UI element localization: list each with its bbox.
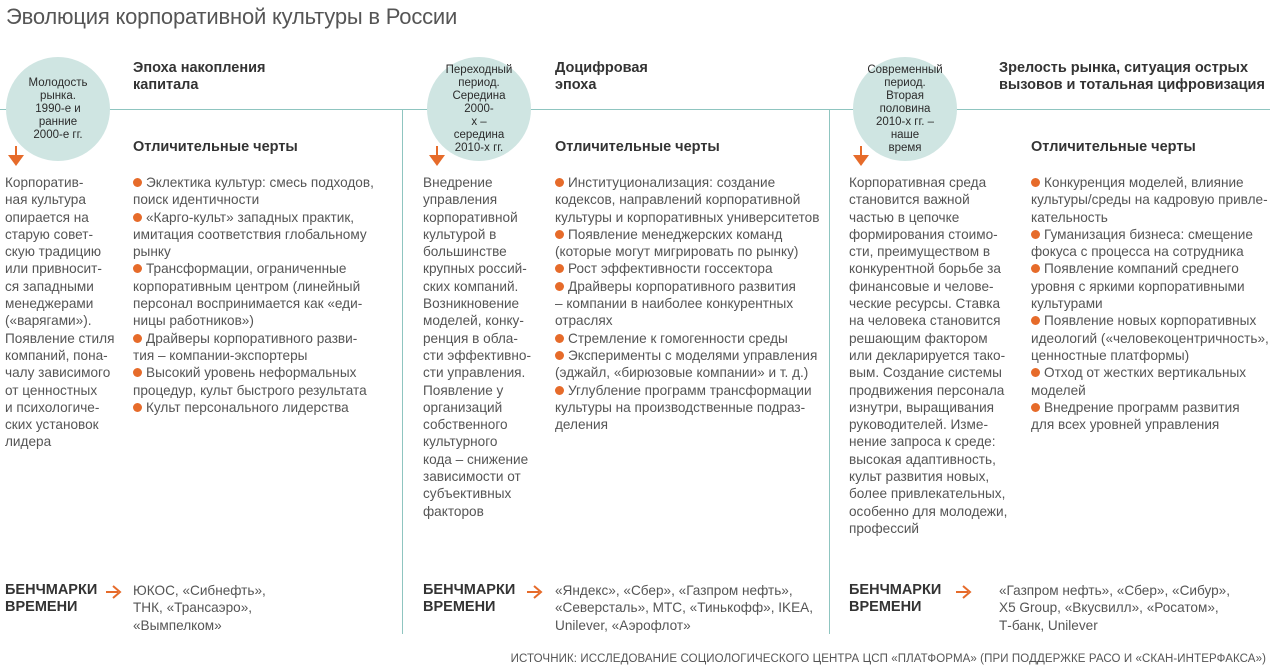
timeline-line (0, 109, 1270, 110)
benchmarks-label: БЕНЧМАРКИ ВРЕМЕНИ (5, 582, 98, 615)
bullet-icon (555, 230, 564, 239)
list-item: Драйверы корпоративного развития – компании в наиболее конкурентных отраслях (555, 278, 796, 329)
features-heading: Отличительные черты (555, 139, 720, 155)
list-item: Высокий уровень неформальных процедур, культ быстрого результата (133, 365, 367, 398)
period-description: Внедрение управления корпоративной культурой в большинстве крупных россий- ских компаний. Возникновение моделей, конку- ренция в обла- сти эффективно- сти управления. Появление у организаций собственного культурного кода – снижение зависимости от субъективных факторов (423, 175, 531, 519)
arrow-down-icon (851, 146, 871, 168)
era-heading: Эпоха накопления капитала (133, 60, 266, 93)
features-heading: Отличительные черты (133, 139, 298, 155)
bullet-icon (133, 334, 142, 343)
circle-line: Переходный (445, 63, 513, 76)
bullet-icon (1031, 264, 1040, 273)
list-item: Внедрение программ развития для всех уровней управления (1031, 399, 1240, 433)
list-item: Отход от жестких вертикальных моделей (1031, 365, 1247, 398)
benchmarks-label: БЕНЧМАРКИ ВРЕМЕНИ (423, 582, 516, 615)
arrow-right-icon (106, 585, 126, 599)
circle-line: время (888, 141, 922, 154)
era-heading: Доцифровая эпоха (555, 60, 648, 93)
list-item: Появление новых корпоративных идеологий («человекоцентричность», ценностные платформы) (1031, 313, 1269, 363)
list-item: Рост эффективности госсектора (555, 260, 819, 277)
bullet-icon (133, 368, 142, 377)
arrow-right-icon (956, 585, 976, 599)
benchmarks-list: «Яндекс», «Сбер», «Газпром нефть», «Северсталь», МТС, «Тинькофф», IKEA, Unilever, «Аэрофлот» (555, 583, 814, 633)
arrow-down-icon (6, 146, 26, 168)
arrow-right-icon (527, 585, 547, 599)
list-item: Появление менеджерских команд (которые могут мигрировать по рынку) (555, 226, 799, 260)
era-heading: Зрелость рынка, ситуация острых вызовов и тотальная цифровизация (999, 60, 1265, 93)
bullet-icon (133, 213, 142, 222)
bullet-icon (1031, 368, 1040, 377)
arrow-down-icon (427, 146, 447, 168)
bullet-icon (1031, 316, 1040, 325)
bullet-icon (1031, 178, 1040, 187)
source-note: ИСТОЧНИК: ИССЛЕДОВАНИЕ СОЦИОЛОГИЧЕСКОГО ЦЕНТРА ЦСП «ПЛАТФОРМА» (ПРИ ПОДДЕРЖКЕ РАСО И «СКАН-ИНТЕРФАКСА») (510, 653, 1266, 665)
list-item: Культ персонального лидерства (133, 399, 374, 416)
list-item: Конкуренция моделей, влияние культуры/среды на кадровую привле- кательность (1031, 175, 1268, 225)
circle-line: ранние 2000-е гг. (33, 115, 83, 141)
features-list (555, 174, 819, 433)
circle-line: Молодость (28, 76, 88, 89)
benchmarks-list: «Газпром нефть», «Сбер», «Сибур», X5 Group, «Вкусвилл», «Росатом», Т-банк, Unilever (999, 583, 1231, 633)
period-divider (402, 109, 403, 634)
circle-line: период. (458, 76, 500, 89)
list-item: Трансформации, ограниченные корпоративным центром (линейный персонал воспринимается как «еди- ницы работников») (133, 261, 363, 329)
list-item: Эклектика культур: смесь подходов, поиск идентичности (133, 175, 374, 208)
list-item: Эксперименты с моделями управления (эджайл, «бирюзовые компании» и т. д.) (555, 347, 818, 381)
bullet-icon (133, 403, 142, 412)
bullet-icon (555, 282, 564, 291)
circle-line: половина (879, 102, 931, 115)
circle-line: период. Вторая (884, 76, 926, 102)
bullet-icon (1031, 403, 1040, 412)
features-list (1031, 174, 1269, 433)
benchmarks-list: ЮКОС, «Сибнефть», ТНК, «Трансаэро», «Вымпелком» (133, 583, 266, 633)
bullet-icon (133, 178, 142, 187)
circle-line: 2010-х гг. (454, 141, 504, 154)
bullet-icon (555, 178, 564, 187)
list-item: Углубление программ трансформации культуры на производственные подраз- деления (555, 382, 812, 433)
bullet-icon (555, 334, 564, 343)
bullet-icon (555, 386, 564, 395)
bullet-icon (133, 264, 142, 273)
bullet-icon (1031, 230, 1040, 239)
bullet-icon (555, 351, 564, 360)
features-heading: Отличительные черты (1031, 139, 1196, 155)
features-list (133, 174, 374, 416)
list-item: Стремление к гомогенности среды (555, 330, 819, 347)
list-item: «Карго-культ» западных практик, имитация соответствия глобальному рынку (133, 209, 367, 260)
circle-line: х – середина (453, 115, 505, 141)
period-description: Корпоратив- ная культура опирается на старую совет- скую традицию или привносит- ся западными менеджерами («варягами»). Появление стиля компаний, пона- чалу зависимого от ценностных и психологиче- ских установок лидера (5, 175, 115, 450)
circle-line: 2010-х гг. – наше (875, 115, 935, 141)
benchmarks-label: БЕНЧМАРКИ ВРЕМЕНИ (849, 582, 942, 615)
list-item: Появление компаний среднего уровня с яркими корпоративными культурами (1031, 261, 1245, 312)
page-title: Эволюция корпоративной культуры в России (6, 4, 458, 29)
bullet-icon (555, 264, 564, 273)
period-divider (829, 109, 830, 634)
circle-line: Середина 2000- (452, 89, 506, 115)
list-item: Гуманизация бизнеса: смещение фокуса с процесса на сотрудника (1031, 226, 1253, 260)
circle-line: Современный (867, 63, 943, 76)
circle-line: рынка. 1990-е и (35, 89, 81, 115)
list-item: Драйверы корпоративного разви- тия – компании-экспортеры (133, 330, 358, 363)
period-description: Корпоративная среда становится важной частью в цепочке формирования стоимо- сти, преимуществом в конкурентной борьбе за финансовые и челове- ческие ресурсы. Ставка на человека становится решающим фактором или декларируется тако- вым. Создание системы продвижения персонала изнутри, выращивания руководителей. Изме- нение запроса к среде: высокая адаптивность, культ развития новых, более привлекательных, особенно для молодежи, профессий (849, 175, 1008, 536)
list-item: Институционализация: создание кодексов, направлений корпоративной культуры и корпоративных университетов (555, 175, 820, 225)
